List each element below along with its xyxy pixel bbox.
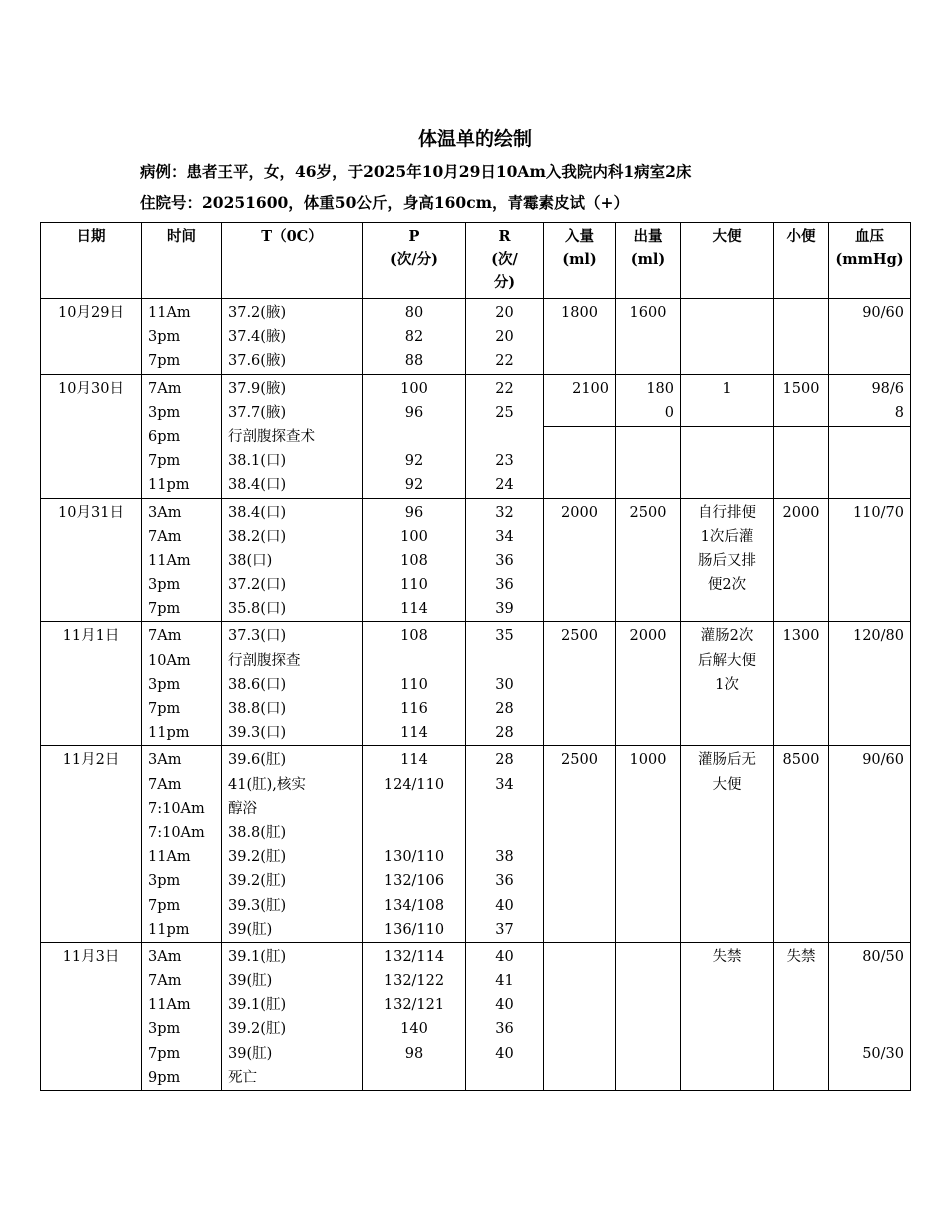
cell-line: 136/110 — [383, 921, 445, 938]
cell-line: 96 — [404, 404, 424, 421]
cell-line: 灌肠2次 — [700, 628, 754, 645]
cell-line: 分) — [493, 274, 516, 291]
cell-line — [472, 821, 537, 845]
cell-line: 37.6(腋) — [228, 353, 287, 370]
date-cell: 11月3日 — [41, 942, 142, 1090]
cell-line — [472, 1066, 537, 1090]
cell-line: 10Am — [148, 652, 191, 669]
cell-line: 35.8(口) — [228, 601, 287, 618]
cell-line: 20 — [495, 329, 514, 346]
cell-line: 114 — [400, 752, 428, 769]
cell-line: 37 — [495, 921, 514, 938]
output-cell: 2500 — [616, 498, 681, 622]
cell-line: 41 — [495, 973, 514, 990]
empty-cell — [616, 427, 681, 498]
table-row — [41, 942, 911, 1090]
cell-line: 39.1(肛) — [228, 948, 287, 965]
cell-line: 88 — [404, 353, 424, 370]
cell-line: 32 — [495, 504, 514, 521]
cell-line: 行剖腹探查 — [228, 652, 301, 669]
stool-cell: 失禁 — [681, 942, 774, 1090]
time-cell — [142, 622, 222, 746]
cell-line: 3pm — [148, 676, 181, 693]
cell-line: 39(肛) — [228, 921, 273, 938]
empty-cell — [681, 427, 774, 498]
cell-line: 大便 — [712, 776, 742, 793]
cell-line — [835, 993, 904, 1017]
cell-line: 3pm — [148, 577, 181, 594]
cell-line: 82 — [404, 329, 424, 346]
cell-line: 37.3(口) — [228, 628, 287, 645]
pulse-cell — [363, 498, 466, 622]
blood-pressure-cell: 120/80 — [829, 622, 911, 746]
cell-line: 3pm — [148, 1021, 181, 1038]
cell-line: 35 — [495, 628, 514, 645]
cell-line: R — [498, 228, 511, 245]
stool-cell — [681, 622, 774, 746]
cell-line: 28 — [495, 725, 514, 742]
urine-cell: 1500 — [774, 374, 829, 427]
header-output — [616, 223, 681, 299]
cell-line — [472, 425, 537, 449]
cell-line: 22 — [495, 380, 514, 397]
cell-line: 出量 — [633, 228, 663, 245]
cell-line: 40 — [495, 997, 514, 1014]
cell-line — [369, 821, 459, 845]
cell-line: 38.2(口) — [228, 528, 287, 545]
cell-line — [369, 797, 459, 821]
cell-line: 7pm — [148, 601, 181, 618]
date-cell: 10月29日 — [41, 299, 142, 375]
cell-line: 行剖腹探查术 — [228, 428, 315, 445]
cell-line: 132/106 — [383, 873, 445, 890]
urine-cell — [774, 299, 829, 375]
header-row — [41, 223, 911, 299]
cell-line: 11Am — [148, 552, 191, 569]
intake-cell: 1800 — [544, 299, 616, 375]
output-cell — [616, 942, 681, 1090]
cell-line: 114 — [400, 601, 428, 618]
cell-line: 39.1(肛) — [228, 997, 287, 1014]
cell-line: 39.2(肛) — [228, 1021, 287, 1038]
output-cell: 1000 — [616, 746, 681, 943]
output-cell: 1600 — [616, 299, 681, 375]
cell-line: 39 — [495, 601, 514, 618]
pulse-cell — [363, 942, 466, 1090]
cell-line: 22 — [495, 353, 514, 370]
cell-line: 116 — [400, 701, 428, 717]
time-cell — [142, 942, 222, 1090]
cell-line: 7pm — [148, 1045, 181, 1062]
cell-line: 92 — [404, 477, 424, 494]
cell-line: 39.2(肛) — [228, 849, 287, 866]
cell-line: 140 — [400, 1021, 428, 1038]
cell-line: 肠后又排 — [698, 552, 756, 569]
cell-line: 37.2(腋) — [228, 305, 287, 321]
cell-line: 110 — [400, 577, 428, 594]
intake-cell — [544, 942, 616, 1090]
empty-cell — [829, 427, 911, 498]
cell-line: 50/30 — [862, 1045, 904, 1062]
cell-line — [835, 969, 904, 993]
table-row — [41, 299, 911, 375]
cell-line: 37.4(腋) — [228, 329, 287, 346]
empty-cell — [774, 427, 829, 498]
cell-line: 38.4(口) — [228, 504, 287, 521]
cell-line: 38.8(口) — [228, 701, 287, 717]
blood-pressure-cell — [829, 374, 911, 427]
cell-line: 1次后灌 — [700, 528, 754, 545]
output-cell: 2000 — [616, 622, 681, 746]
cell-line: 132/122 — [383, 973, 445, 990]
time-cell — [142, 498, 222, 622]
table-row — [41, 746, 911, 943]
cell-line: 30 — [495, 676, 514, 693]
date-cell: 11月2日 — [41, 746, 142, 943]
cell-line: 39.6(肛) — [228, 752, 287, 769]
header-date: 日期 — [41, 223, 142, 299]
table-row — [41, 374, 911, 427]
respiration-cell — [466, 942, 544, 1090]
cell-line: 7Am — [148, 973, 182, 990]
cell-line: 11Am — [148, 305, 191, 321]
cell-line: 20 — [495, 305, 514, 321]
cell-line: 39(肛) — [228, 973, 273, 990]
cell-line: 11pm — [148, 725, 190, 742]
date-cell: 11月1日 — [41, 622, 142, 746]
cell-line: 7Am — [148, 380, 182, 397]
cell-line: 39(肛) — [228, 1045, 273, 1062]
cell-line: 后解大便 — [698, 652, 756, 669]
temperature-cell — [222, 942, 363, 1090]
cell-line: 80 — [404, 305, 424, 321]
cell-line: 7:10Am — [148, 800, 205, 817]
cell-line: 130/110 — [383, 849, 445, 866]
cell-line: (次/ — [491, 251, 518, 268]
temperature-cell — [222, 498, 363, 622]
cell-line: 7Am — [148, 628, 182, 645]
cell-line: (mmHg) — [835, 251, 904, 268]
cell-line: 7pm — [148, 897, 181, 914]
header-respiration — [466, 223, 544, 299]
cell-line: 11Am — [148, 849, 191, 866]
cell-line: 灌肠后无 — [698, 752, 756, 769]
cell-line: 132/114 — [383, 948, 445, 965]
cell-line: 0 — [664, 404, 674, 421]
cell-line: 3pm — [148, 404, 181, 421]
cell-line: 36 — [495, 552, 514, 569]
cell-line — [780, 301, 822, 325]
blood-pressure-cell: 90/60 — [829, 299, 911, 375]
cell-line: 3pm — [148, 329, 181, 346]
cell-line: 134/108 — [383, 897, 445, 914]
cell-line: 1次 — [715, 676, 739, 693]
cell-line: 11pm — [148, 921, 190, 938]
temperature-chart-table — [40, 222, 911, 1091]
temperature-cell — [222, 299, 363, 375]
time-cell — [142, 299, 222, 375]
cell-line: 便2次 — [707, 577, 747, 594]
cell-line: 34 — [495, 528, 514, 545]
header-stool: 大便 — [681, 223, 774, 299]
header-blood-pressure — [829, 223, 911, 299]
cell-line: 7Am — [148, 528, 182, 545]
cell-line: 38.4(口) — [228, 477, 287, 494]
cell-line: 血压 — [855, 228, 884, 245]
cell-line: P — [408, 228, 420, 245]
cell-line: 180 — [646, 380, 674, 397]
cell-line: 38.6(口) — [228, 676, 287, 693]
intake-cell: 2500 — [544, 746, 616, 943]
cell-line: 100 — [400, 380, 428, 397]
cell-line: 36 — [495, 873, 514, 890]
urine-cell: 失禁 — [774, 942, 829, 1090]
temperature-cell — [222, 746, 363, 943]
header-pulse — [363, 223, 466, 299]
stool-cell — [681, 498, 774, 622]
cell-line: 25 — [495, 404, 514, 421]
cell-line: 37.7(腋) — [228, 404, 287, 421]
cell-line: 11Am — [148, 997, 191, 1014]
stool-cell — [681, 299, 774, 375]
cell-line: 98 — [404, 1045, 424, 1062]
urine-cell: 1300 — [774, 622, 829, 746]
blood-pressure-cell — [829, 942, 911, 1090]
cell-line: 38 — [495, 849, 514, 866]
cell-line: (ml) — [630, 251, 666, 268]
cell-line — [622, 945, 674, 969]
cell-line: 3Am — [148, 752, 182, 769]
cell-line: 40 — [495, 948, 514, 965]
patient-info: 住院号：20251600，体重50公斤，身高160cm，青霉素皮试（+） — [140, 193, 630, 212]
case-description: 病例：患者王平，女，46岁，于2025年10月29日10Am入我院内科1病室2床 — [140, 162, 692, 181]
cell-line — [835, 1017, 904, 1041]
cell-line: 24 — [495, 477, 514, 494]
stool-cell — [681, 746, 774, 943]
cell-line: (ml) — [562, 251, 597, 268]
respiration-cell — [466, 498, 544, 622]
cell-line: 28 — [495, 752, 514, 769]
respiration-cell — [466, 622, 544, 746]
cell-line: 40 — [495, 897, 514, 914]
cell-line: 7Am — [148, 776, 182, 793]
temperature-cell — [222, 374, 363, 498]
intake-cell: 2100 — [544, 374, 616, 427]
cell-line: 入量 — [565, 228, 594, 245]
cell-line — [550, 945, 609, 969]
cell-line: 38(口) — [228, 552, 273, 569]
header-time: 时间 — [142, 223, 222, 299]
cell-line: 39.3(肛) — [228, 897, 287, 914]
cell-line: 6pm — [148, 428, 181, 445]
cell-line — [472, 797, 537, 821]
intake-cell: 2500 — [544, 622, 616, 746]
respiration-cell — [466, 746, 544, 943]
cell-line: 39.3(口) — [228, 725, 287, 742]
cell-line: 11pm — [148, 477, 190, 494]
cell-line: 37.2(口) — [228, 577, 287, 594]
cell-line — [472, 649, 537, 673]
intake-cell: 2000 — [544, 498, 616, 622]
respiration-cell — [466, 299, 544, 375]
cell-line — [369, 425, 459, 449]
cell-line: 7pm — [148, 701, 181, 717]
cell-line — [369, 1066, 459, 1090]
cell-line: 34 — [495, 776, 514, 793]
cell-line: 132/121 — [383, 997, 445, 1014]
pulse-cell — [363, 622, 466, 746]
cell-line: 8 — [894, 404, 904, 421]
cell-line: 37.9(腋) — [228, 380, 287, 397]
cell-line: 41(肛),核实 — [228, 776, 306, 793]
cell-line: 114 — [400, 725, 428, 742]
temperature-cell — [222, 622, 363, 746]
date-cell: 10月31日 — [41, 498, 142, 622]
stool-cell: 1 — [681, 374, 774, 427]
output-cell — [616, 374, 681, 427]
empty-cell — [544, 427, 616, 498]
cell-line: 醇浴 — [228, 800, 257, 817]
cell-line: 28 — [495, 701, 514, 717]
cell-line: 108 — [400, 628, 428, 645]
cell-line: 92 — [404, 453, 424, 470]
cell-line — [369, 649, 459, 673]
cell-line: 110 — [400, 676, 428, 693]
header-temperature: T（0C） — [222, 223, 363, 299]
cell-line: 3Am — [148, 948, 182, 965]
date-cell: 10月30日 — [41, 374, 142, 498]
cell-line: 36 — [495, 577, 514, 594]
time-cell — [142, 746, 222, 943]
cell-line: 死亡 — [228, 1069, 257, 1086]
cell-line: 3pm — [148, 873, 181, 890]
cell-line — [687, 301, 767, 325]
urine-cell: 8500 — [774, 746, 829, 943]
respiration-cell — [466, 374, 544, 498]
cell-line: 36 — [495, 1021, 514, 1038]
blood-pressure-cell: 90/60 — [829, 746, 911, 943]
time-cell — [142, 374, 222, 498]
cell-line: 108 — [400, 552, 428, 569]
header-urine: 小便 — [774, 223, 829, 299]
cell-line: 自行排便 — [698, 504, 756, 521]
cell-line: 39.2(肛) — [228, 873, 287, 890]
pulse-cell — [363, 746, 466, 943]
cell-line: 40 — [495, 1045, 514, 1062]
blood-pressure-cell: 110/70 — [829, 498, 911, 622]
cell-line: 38.8(肛) — [228, 824, 287, 841]
pulse-cell — [363, 299, 466, 375]
cell-line: 7:10Am — [148, 824, 205, 841]
cell-line: 38.1(口) — [228, 453, 287, 470]
document-title: 体温单的绘制 — [417, 128, 532, 150]
table-row — [41, 498, 911, 622]
cell-line: (次/分) — [389, 251, 439, 268]
cell-line: 98/6 — [871, 380, 904, 397]
urine-cell: 2000 — [774, 498, 829, 622]
cell-line: 3Am — [148, 504, 182, 521]
header-intake — [544, 223, 616, 299]
cell-line: 100 — [400, 528, 428, 545]
table-row — [41, 622, 911, 746]
cell-line: 80/50 — [862, 948, 904, 965]
cell-line: 9pm — [148, 1069, 181, 1086]
cell-line: 96 — [404, 504, 424, 521]
cell-line: 23 — [495, 453, 514, 470]
pulse-cell — [363, 374, 466, 498]
cell-line: 7pm — [148, 353, 181, 370]
cell-line: 7pm — [148, 453, 181, 470]
cell-line: 124/110 — [383, 776, 445, 793]
